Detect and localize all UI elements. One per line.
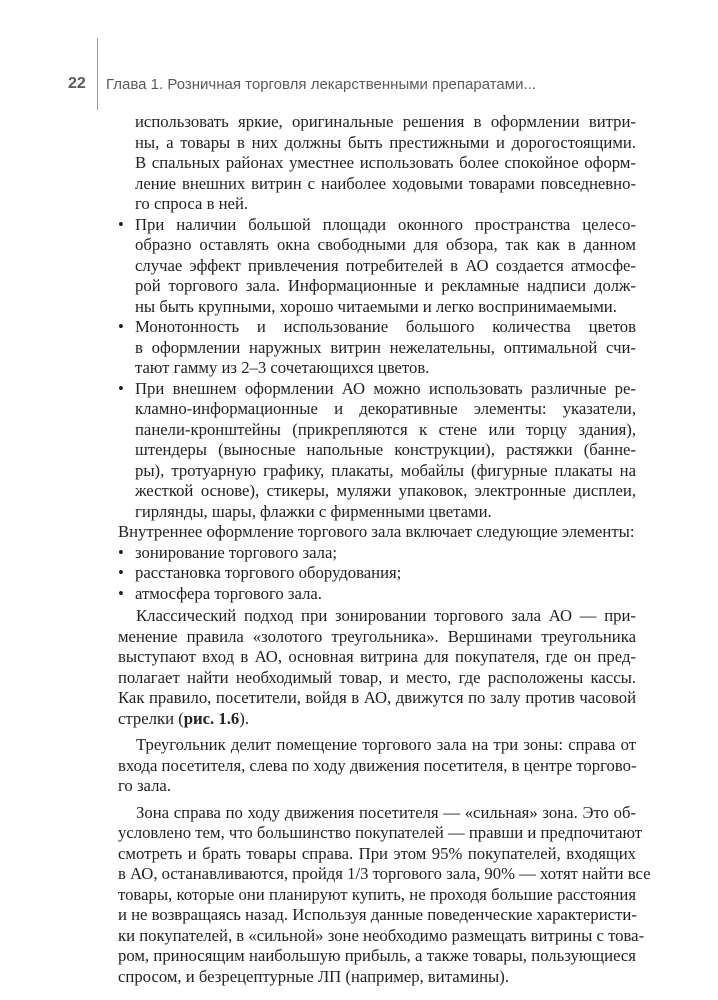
text-line: При наличии большой площади оконного пространства целесо- xyxy=(135,214,636,234)
text-line: ление внешних витрин с наиболее ходовыми товарами повседневно- xyxy=(135,173,636,193)
bullet-marker: • xyxy=(118,317,124,336)
bullet-item xyxy=(118,215,636,318)
text-line: ны, а товары в них должны быть престижными и дорогостоящими. xyxy=(135,132,636,152)
text-line: в АО, останавливаются, пройдя 1/3 торгового зала, 90% — хотят найти все xyxy=(118,864,651,883)
page-number: 22 xyxy=(68,75,86,92)
figure-reference[interactable]: рис. 1.6 xyxy=(183,708,240,728)
text-line: товары, которые они планируют купить, не проходя большие расстояния xyxy=(118,884,636,904)
chapter-title: Глава 1. Розничная торговля лекарственными препаратами... xyxy=(106,76,536,93)
text-line: ром, приносящим наибольшую прибыль, а также товары, пользующиеся xyxy=(118,946,636,965)
text-line: условлено тем, что большинство покупателей — правши и предпочитают xyxy=(118,823,643,842)
text-line: образно оставлять окна свободными для обзора, так как в данном xyxy=(135,235,636,254)
text-line: гирлянды, шары, флажки с фирменными цветами. xyxy=(135,501,492,521)
text-line xyxy=(118,709,636,730)
bullet-marker: • xyxy=(118,583,124,603)
text-line: использовать яркие, оригинальные решения в оформлении витри- xyxy=(135,112,636,131)
bullet-item xyxy=(118,379,636,523)
text-line: В спальных районах уместнее использовать более спокойное оформ- xyxy=(135,153,636,172)
text-line: Как правило, посетители, войдя в АО, движутся по залу против часовой xyxy=(118,688,636,707)
text-line: ры), тротуарную графику, плакаты, мобайлы (фигурные плакаты на xyxy=(135,460,636,480)
text-line: Зона справа по ходу движения посетителя — «сильная» зона. Это об- xyxy=(136,802,636,822)
text-line: рой торгового зала. Информационные и рекламные надписи долж- xyxy=(135,276,636,295)
continued-list-item xyxy=(118,112,636,215)
text-line: выступают вход в АО, основная витрина для покупателя, где он пред- xyxy=(118,647,636,666)
text-line: тают гамму из 2–3 сочетающихся цветов. xyxy=(135,358,430,377)
text-line: кламно-информационные и декоративные элементы: указатели, xyxy=(135,399,636,418)
inner-list-item xyxy=(118,563,636,584)
text-line: смотреть и брать товары справа. При этом 95% покупателей, входящих xyxy=(118,843,636,863)
text-line: Треугольник делит помещение торгового зала на три зоны: справа от xyxy=(136,735,636,754)
text-line: и не возвращаясь назад. Используя данные поведенческие характеристи- xyxy=(118,905,637,924)
inner-list-item xyxy=(118,543,636,564)
paragraph-triangle xyxy=(118,735,636,797)
body-text xyxy=(118,112,651,987)
text-line: ны быть крупными, хорошо читаемыми и легко воспринимаемыми. xyxy=(135,296,617,316)
text-line: штендеры (выносные напольные конструкции), растяжки (банне- xyxy=(135,440,636,459)
bullet-marker: • xyxy=(118,542,124,562)
text-fragment: ). xyxy=(239,708,249,728)
text-line: полагает найти необходимый товар, и место, где расположены кассы. xyxy=(118,667,636,687)
text-line: зонирование торгового зала; xyxy=(135,542,337,562)
text-line: атмосфера торгового зала. xyxy=(135,583,322,603)
text-line: При внешнем оформлении АО можно использовать различные ре- xyxy=(135,378,636,398)
bullet-item xyxy=(118,317,636,379)
bullet-marker: • xyxy=(118,378,124,398)
paragraph-classic xyxy=(118,606,636,729)
paragraph-strong-zone xyxy=(118,802,651,988)
text-line: Монотонность и использование большого количества цветов xyxy=(135,317,636,336)
text-fragment: стрелки ( xyxy=(118,708,184,728)
inner-list-item xyxy=(118,584,636,605)
running-header xyxy=(0,75,718,101)
text-line: случае эффект привлечения потребителей в АО создается атмосфе- xyxy=(135,255,636,275)
text-line: в оформлении наружных витрин нежелательны, оптимальной счи- xyxy=(135,337,636,357)
text-line: ки покупателей, в «сильной» зоне необходимо размещать витрины с това- xyxy=(118,925,645,945)
text-line: го спроса в ней. xyxy=(135,194,249,213)
text-line: Классический подход при зонировании торгового зала АО — при- xyxy=(136,606,636,625)
text-line: менение правила «золотого треугольника». Вершинами треугольника xyxy=(118,626,636,646)
bullet-marker: • xyxy=(118,563,124,582)
text-line: панели-кронштейны (прикрепляются к стене или торцу здания), xyxy=(135,419,636,439)
text-line: спросом, и безрецептурные ЛП (например, витамины). xyxy=(118,966,509,986)
text-line: расстановка торгового оборудования; xyxy=(135,563,402,582)
inner-intro: Внутреннее оформление торгового зала включает следующие элементы: xyxy=(118,522,635,541)
text-line: го зала. xyxy=(118,776,171,795)
text-line: жесткой основе), стикеры, муляжи упаковок, электронные дисплеи, xyxy=(135,481,636,500)
bullet-marker: • xyxy=(118,214,124,234)
text-line: входа посетителя, слева по ходу движения посетителя, в центре торгово- xyxy=(118,755,637,775)
